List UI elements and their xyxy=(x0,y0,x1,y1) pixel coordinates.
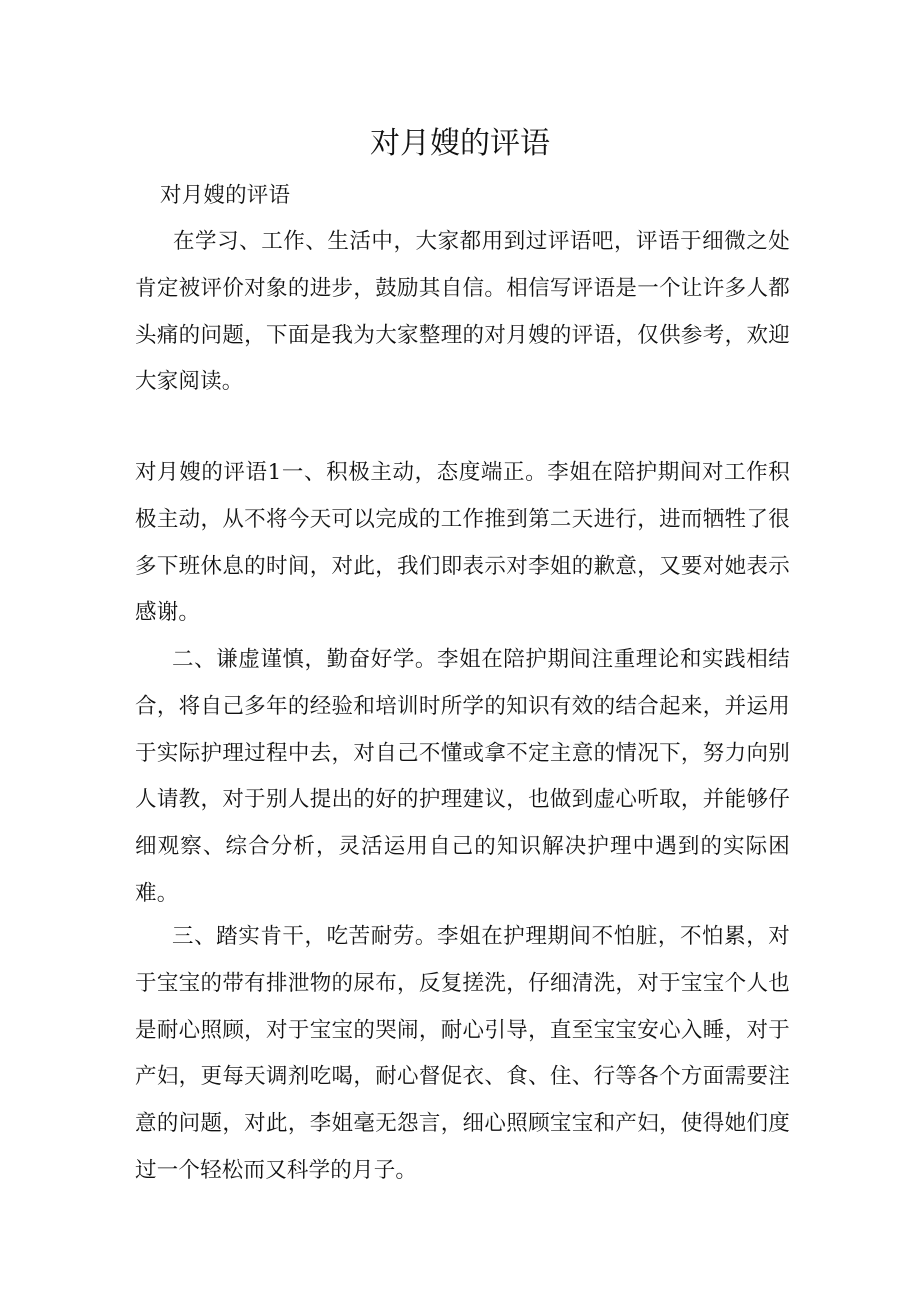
document-subtitle: 对月嫂的评语 xyxy=(160,183,291,208)
document-title: 对月嫂的评语 xyxy=(370,126,550,161)
comment-paragraph-1: 对月嫂的评语1一、积极主动，态度端正。李姐在陪护期间对工作积极主动，从不将今天可以完成的工作推到第二天进行，进而牺牲了很多下班休息的时间，对此，我们即表示对李姐的歉意，又要对她表示感谢。 xyxy=(135,460,790,626)
comment-paragraph-3: 三、踏实肯干，吃苦耐劳。李姐在护理期间不怕脏，不怕累，对于宝宝的带有排泄物的尿布，反复搓洗，仔细清洗，对于宝宝个人也是耐心照顾，对于宝宝的哭闹，耐心引导，直至宝宝安心入睡，对于产妇，更每天调剂吃喝，耐心督促衣、食、住、行等各个方面需要注意的问题，对此，李姐毫无怨言，细心照顾宝宝和产妇，使得她们度过一个轻松而又科学的月子。 xyxy=(135,924,790,1183)
intro-paragraph: 在学习、工作、生活中，大家都用到过评语吧，评语于细微之处肯定被评价对象的进步，鼓励其自信。相信写评语是一个让许多人都头痛的问题，下面是我为大家整理的对月嫂的评语，仅供参考，欢迎大家阅读。 xyxy=(135,229,790,395)
comment-paragraph-2: 二、谦虚谨慎，勤奋好学。李姐在陪护期间注重理论和实践相结合，将自己多年的经验和培训时所学的知识有效的结合起来，并运用于实际护理过程中去，对自己不懂或拿不定主意的情况下，努力向别人请教，对于别人提出的好的护理建议，也做到虚心听取，并能够仔细观察、综合分析，灵活运用自己的知识解决护理中遇到的实际困难。 xyxy=(135,647,790,906)
